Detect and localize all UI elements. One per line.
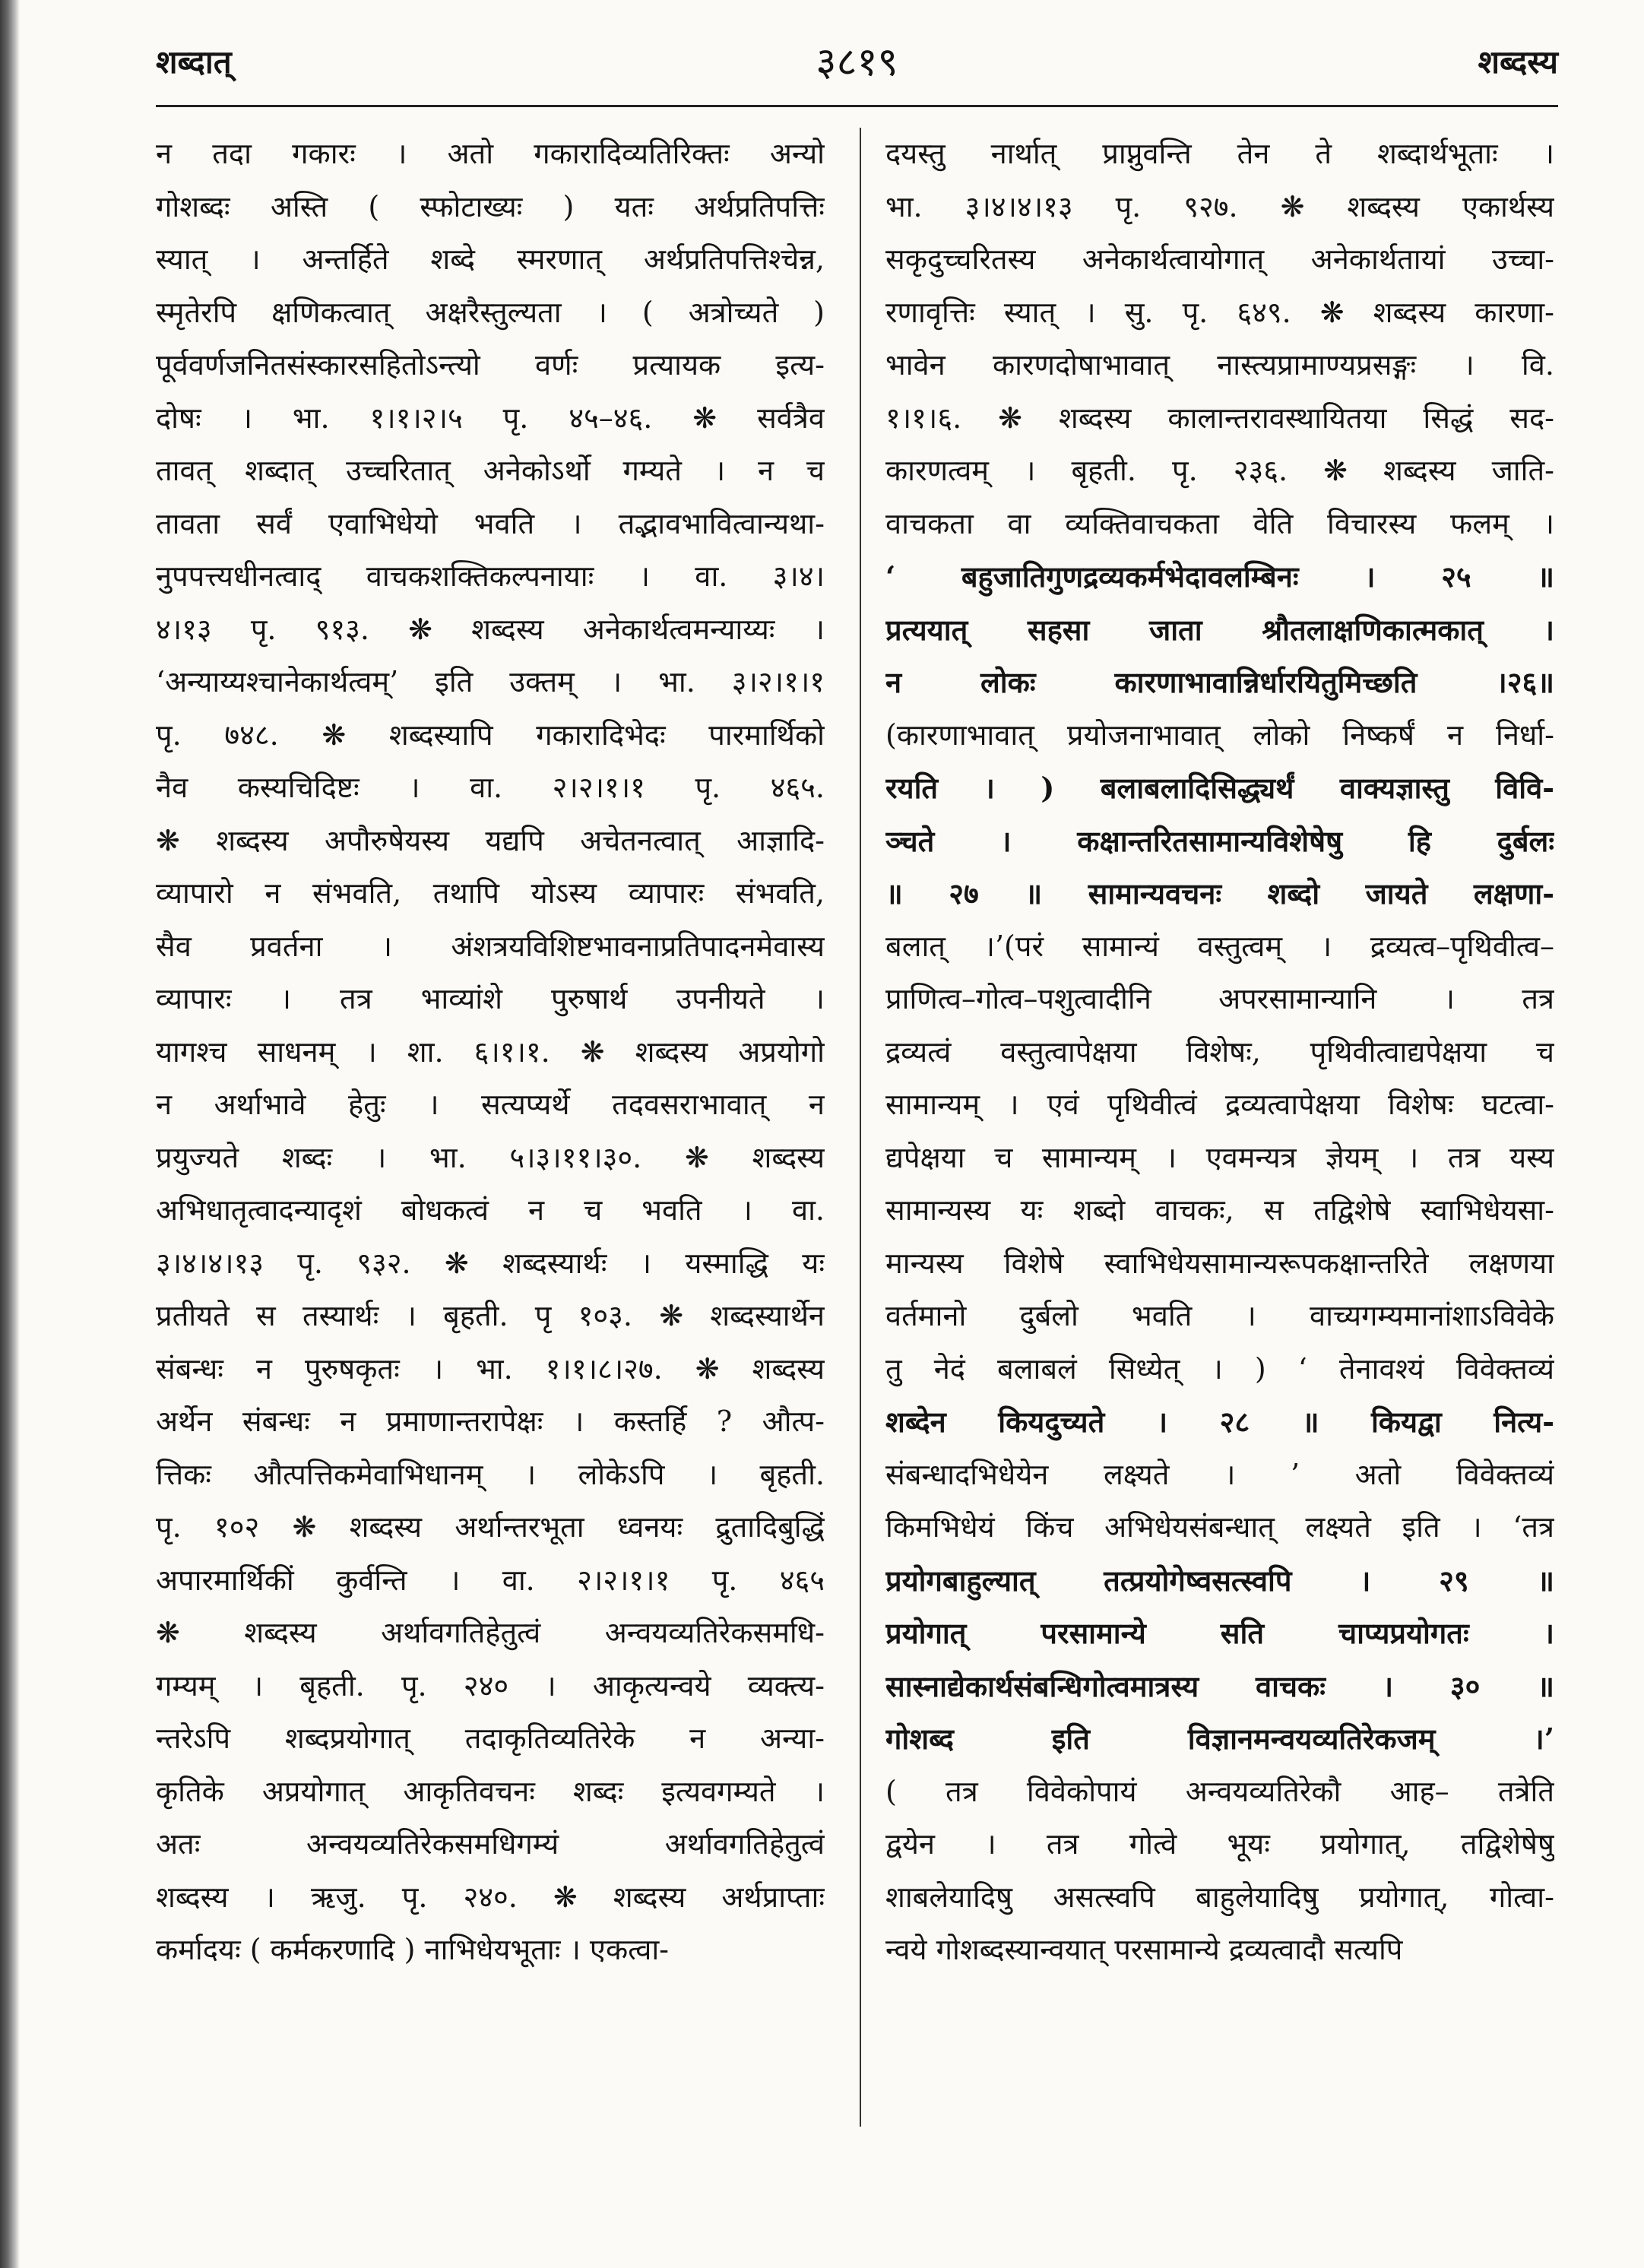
left-column — [156, 128, 825, 2195]
text-line: कारणत्वम् । बृहती. पृ. २३६. ❋ शब्दस्य जाति- — [885, 454, 1554, 487]
text-line: ❋ शब्दस्य अर्थावगतिहेतुत्वं अन्वयव्यतिरेकसमधि- — [156, 1616, 825, 1649]
text-line: तावता सर्वं एवाभिधेयो भवति । तद्भावभावित्वान्यथा- — [156, 506, 825, 540]
text-line: वर्तमानो दुर्बलो भवति । वाच्यगम्यमानांशाऽविवेके — [885, 1299, 1554, 1332]
text-line: सकृदुच्चरितस्य अनेकार्थत्वायोगात् अनेकार्थतायां उच्चा- — [885, 242, 1554, 276]
text-line: मान्यस्य विशेषे स्वाभिधेयसामान्यरूपकक्षान्तरिते लक्षणया — [885, 1246, 1554, 1280]
text-line: नुपपत्त्यधीनत्वाद् वाचकशक्तिकल्पनायाः । वा. ३।४। — [156, 559, 825, 593]
text-line: न अर्थाभावे हेतुः । सत्यप्यर्थे तदवसराभावात् न — [156, 1088, 825, 1121]
text-line: ४।१३ पृ. ९१३. ❋ शब्दस्य अनेकार्थत्वमन्याय्यः । — [156, 612, 825, 646]
text-line: सामान्यस्य यः शब्दो वाचकः, स तद्विशेषे स्वाभिधेयसा- — [885, 1193, 1554, 1227]
text-line: न लोकः कारणाभावान्निर्धारयितुमिच्छति ।२६॥ — [885, 665, 1554, 699]
text-line: व्यापारो न संभवति, तथापि योऽस्य व्यापारः संभवति, — [156, 876, 825, 910]
text-line: द्यपेक्षया च सामान्यम् । एवमन्यत्र ज्ञेयम् । तत्र यस्य — [885, 1140, 1554, 1174]
text-line: दोषः । भा. १।१।२।५ पृ. ४५–४६. ❋ सर्वत्रैव — [156, 401, 825, 435]
text-line: बलात् ।’(परं सामान्यं वस्तुत्वम् । द्रव्यत्व–पृथिवीत्व– — [885, 929, 1554, 963]
text-line: द्वयेन । तत्र गोत्वे भूयः प्रयोगात्, तद्विशेषेषु — [885, 1827, 1554, 1861]
text-line: शब्दस्य । ऋजु. पृ. २४०. ❋ शब्दस्य अर्थप्राप्ताः — [156, 1880, 825, 1914]
text-line: अर्थेन संबन्धः न प्रमाणान्तरापेक्षः । कस्तर्हि ? औत्प- — [156, 1405, 825, 1438]
text-line: प्रत्ययात् सहसा जाता श्रौतलाक्षणिकात्मकात् । — [885, 612, 1554, 647]
text-line: ३।४।४।१३ पृ. ९३२. ❋ शब्दस्यार्थः । यस्माद्धि यः — [156, 1246, 825, 1280]
text-line: ‘अन्याय्यश्चानेकार्थत्वम्’ इति उक्तम् । भा. ३।२।१।१ — [156, 665, 825, 698]
text-line: स्यात् । अन्तर्हिते शब्दे स्मरणात् अर्थप्रतिपत्तिश्चेन्न, — [156, 242, 825, 276]
text-line: वाचकता वा व्यक्तिवाचकता वेति विचारस्य फलम् । — [885, 506, 1554, 540]
text-line: व्यापारः । तत्र भाव्यांशे पुरुषार्थ उपनीयते । — [156, 982, 825, 1015]
page-header — [156, 40, 1558, 93]
text-line: सामान्यम् । एवं पृथिवीत्वं द्रव्यत्वापेक्षया विशेषः घटत्वा- — [885, 1088, 1554, 1121]
text-line: गम्यम् । बृहती. पृ. २४० । आकृत्यन्वये व्यक्त्य- — [156, 1668, 825, 1703]
running-head-right: शब्दस्य — [1478, 43, 1558, 81]
text-line: रणावृत्तिः स्यात् । सु. पृ. ६४९. ❋ शब्दस्य कारणा- — [885, 295, 1554, 329]
text-line: नैव कस्यचिदिष्टः । वा. २।२।१।१ पृ. ४६५. — [156, 771, 825, 804]
header-rule — [156, 105, 1558, 107]
text-line: अतः अन्वयव्यतिरेकसमधिगम्यं अर्थावगतिहेतुत्वं — [156, 1827, 825, 1861]
column-divider — [860, 128, 861, 2127]
text-line: त्तिकः औत्पत्तिकमेवाभिधानम् । लोकेऽपि । बृहती. — [156, 1457, 825, 1491]
text-line: सास्नाद्येकार्थसंबन्धिगोत्वमात्रस्य वाचकः । ३० ॥ — [885, 1668, 1554, 1703]
text-line: न्तरेऽपि शब्दप्रयोगात् तदाकृतिव्यतिरेके न अन्या- — [156, 1722, 825, 1755]
text-line: कर्मादयः ( कर्मकरणादि ) नाभिधेयभूताः । एकत्वा- — [156, 1933, 670, 1966]
text-line: दयस्तु नार्थात् प्राप्नुवन्ति तेन ते शब्दार्थभूताः । — [885, 137, 1554, 170]
text-line: प्रयोगात् परसामान्ये सति चाप्यप्रयोगतः । — [885, 1616, 1554, 1650]
text-line: संबन्धः न पुरुषकृतः । भा. १।१।८।२७. ❋ शब्दस्य — [156, 1351, 825, 1386]
text-line: शाबलेयादिषु असत्स्वपि बाहुलेयादिषु प्रयोगात्, गोत्वा- — [885, 1880, 1554, 1914]
page-number: ३८१९ — [816, 40, 898, 85]
text-line: यागश्च साधनम् । शा. ६।१।१. ❋ शब्दस्य अप्रयोगो — [156, 1034, 825, 1069]
text-line: तावत् शब्दात् उच्चरितात् अनेकोऽर्थो गम्यते । न च — [156, 454, 825, 487]
text-line: संबन्धादभिधेयेन लक्ष्यते । ’ अतो विवेक्तव्यं — [885, 1457, 1554, 1491]
text-line: ❋ शब्दस्य अपौरुषेयस्य यद्यपि अचेतनत्वात् आज्ञादि- — [156, 823, 825, 857]
text-line: न तदा गकारः । अतो गकारादिव्यतिरिक्तः अन्यो — [156, 137, 825, 170]
text-line: १।१।६. ❋ शब्दस्य कालान्तरावस्थायितया सिद्धं सद- — [885, 401, 1554, 435]
text-line: कृतिके अप्रयोगात् आकृतिवचनः शब्दः इत्यवगम्यते । — [156, 1774, 825, 1808]
text-line: तु नेदं बलाबलं सिध्येत् । ) ‘ तेनावश्यं विवेक्तव्यं — [885, 1351, 1554, 1386]
right-column — [885, 128, 1554, 2195]
text-line: अभिधातृत्वादन्यादृशं बोधकत्वं न च भवति । वा. — [156, 1193, 825, 1227]
text-line: भा. ३।४।४।१३ पृ. ९२७. ❋ शब्दस्य एकार्थस्य — [885, 189, 1554, 223]
text-line: भावेन कारणदोषाभावात् नास्त्यप्रामाण्यप्रसङ्गः । वि. — [885, 348, 1554, 382]
running-head-left: शब्दात् — [156, 43, 232, 81]
text-line: ञ्चते । कक्षान्तरितसामान्यविशेषेषु हि दुर्बलः — [885, 823, 1554, 858]
text-line: किमभिधेयं किंच अभिधेयसंबन्धात् लक्ष्यते इति । ‘तत्र — [885, 1510, 1554, 1544]
text-line: पृ. १०२ ❋ शब्दस्य अर्थान्तरभूता ध्वनयः द्रुतादिबुद्धिं — [156, 1510, 825, 1544]
text-line: गोशब्दः अस्ति ( स्फोटाख्यः ) यतः अर्थप्रतिपत्तिः — [156, 189, 825, 223]
text-line: ‘ बहुजातिगुणद्रव्यकर्मभेदावलम्बिनः । २५ ॥ — [885, 559, 1554, 594]
text-line: प्रयोगबाहुल्यात् तत्प्रयोगेष्वसत्स्वपि । २९ ॥ — [885, 1563, 1554, 1598]
text-line: प्राणित्व–गोत्व–पशुत्वादीनि अपरसामान्यानि । तत्र — [885, 982, 1554, 1015]
text-line: गोशब्द इति विज्ञानमन्वयव्यतिरेकजम् ।’ — [885, 1722, 1554, 1756]
page-binding-edge — [0, 0, 20, 2268]
text-line: (कारणाभावात् प्रयोजनाभावात् लोको निष्कर्षं न निर्धा- — [885, 717, 1554, 752]
text-line: पूर्ववर्णजनितसंस्कारसहितोऽन्त्यो वर्णः प्रत्यायक इत्य- — [156, 348, 825, 382]
text-line: अपारमार्थिकीं कुर्वन्ति । वा. २।२।१।१ पृ. ४६५ — [156, 1563, 825, 1597]
text-line: रयति । ) बलाबलादिसिद्ध्यर्थं वाक्यज्ञास्तु विवि- — [885, 771, 1554, 805]
text-line: न्वये गोशब्दस्यान्वयात् परसामान्ये द्रव्यत्वादौ सत्यपि — [885, 1933, 1403, 1966]
text-line: पृ. ७४८. ❋ शब्दस्यापि गकारादिभेदः पारमार्थिको — [156, 717, 825, 752]
text-line: ( तत्र विवेकोपायं अन्वयव्यतिरेकौ आह– तत्रेति — [885, 1774, 1554, 1808]
text-line: द्रव्यत्वं वस्तुत्वापेक्षया विशेषः, पृथिवीत्वाद्यपेक्षया च — [885, 1034, 1554, 1069]
text-line: शब्देन कियदुच्यते । २८ ॥ कियद्वा नित्य- — [885, 1405, 1554, 1439]
text-line: सैव प्रवर्तना । अंशत्रयविशिष्टभावनाप्रतिपादनमेवास्य — [156, 929, 825, 963]
text-line: प्रतीयते स तस्यार्थः । बृहती. पृ १०३. ❋ शब्दस्यार्थेन — [156, 1299, 825, 1332]
text-line: ॥ २७ ॥ सामान्यवचनः शब्दो जायते लक्षणा- — [885, 876, 1554, 911]
text-line: प्रयुज्यते शब्दः । भा. ५।३।११।३०. ❋ शब्दस्य — [156, 1140, 825, 1174]
text-line: स्मृतेरपि क्षणिकत्वात् अक्षरैस्तुल्यता । ( अत्रोच्यते ) — [156, 295, 825, 329]
